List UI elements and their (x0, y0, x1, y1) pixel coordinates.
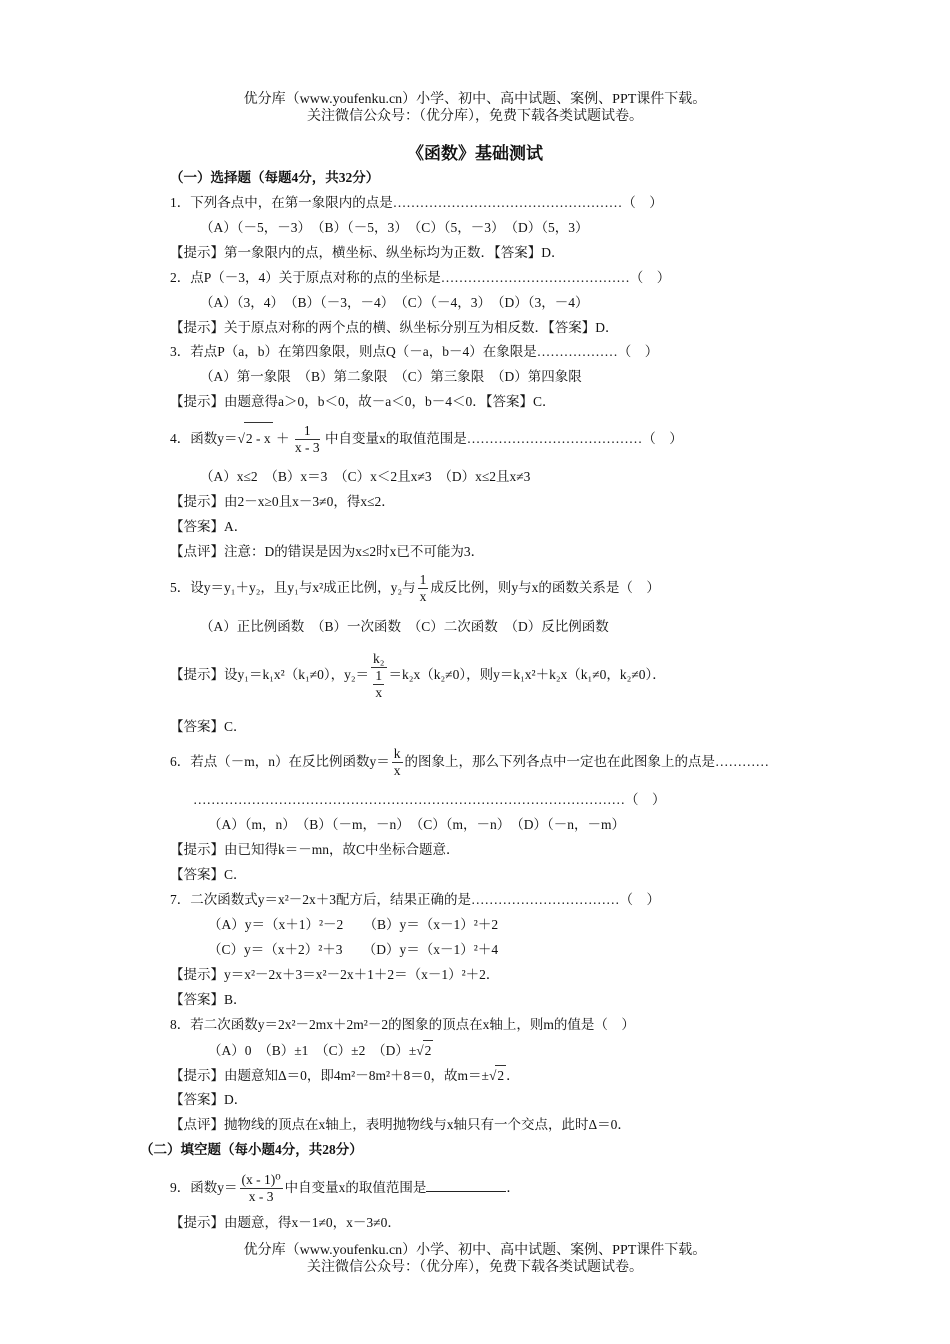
q3-stem: 3．若点P（a，b）在第四象限，则点Q（－a，b－4）在象限是………………（ ） (170, 344, 659, 359)
q8-hint-pre: 【提示】由题意知Δ＝0，即4m²－8m²＋8＝0，故m＝± (170, 1068, 489, 1083)
q5-stem-pre: 5．设y＝y₁＋y₂，且y₁与x²成正比例，y₂与 (170, 580, 416, 595)
sqrt-icon: √ (237, 431, 245, 446)
q5-fraction (418, 572, 429, 605)
q1-hint: 【提示】第一象限内的点，横坐标、纵坐标均为正数．【答案】D． (170, 245, 565, 260)
q8-options-sqrt: 2 (423, 1040, 434, 1061)
q6-answer: 【答案】C． (170, 867, 247, 882)
q3-hint: 【提示】由题意得a＞0，b＜0，故－a＜0，b－4＜0．【答案】C． (170, 394, 556, 409)
q5-options: （A）正比例函数 （B）一次函数 （C）二次函数 （D）反比例函数 (200, 619, 609, 634)
q5-frac-den: x (419, 589, 427, 605)
q6-frac-den: x (393, 763, 401, 779)
section-fill-heading: （二）填空题（每小题4分，共28分） (140, 1142, 363, 1157)
q8-options (208, 1040, 433, 1061)
q2-stem: 2．点P（－3，4）关于原点对称的点的坐标是……………………………………（ ） (170, 270, 671, 285)
q9-stem-pre: 9．函数y＝ (170, 1180, 238, 1195)
q4-plus: ＋ (276, 431, 290, 446)
q4-stem-pre: 4．函数y＝ (170, 431, 238, 446)
q4-stem-post: 中自变量x的取值范围是…………………………………（ ） (325, 431, 683, 446)
q4-fraction (295, 423, 320, 456)
q2-hint: 【提示】关于原点对称的两个点的横、纵坐标分别互为相反数．【答案】D． (170, 320, 619, 335)
q4-comment: 【点评】注意：D的错误是因为x≤2时x已不可能为3． (170, 544, 485, 559)
q4-frac-den: x - 3 (294, 440, 320, 456)
q6-frac-num: k (393, 746, 401, 762)
q4-hint: 【提示】由2－x≥0且x－3≠0，得x≤2． (170, 494, 395, 509)
q7-answer: 【答案】B． (170, 992, 247, 1007)
q5-answer: 【答案】C． (170, 719, 247, 734)
q4-stem (170, 422, 683, 456)
q7-stem: 7．二次函数式y＝x²－2x＋3配方后，结果正确的是……………………………（ ） (170, 892, 661, 907)
q6-fraction (392, 746, 403, 779)
q8-hint-post: ． (506, 1068, 520, 1083)
q6-hint: 【提示】由已知得k＝－mn，故C中坐标合题意． (170, 842, 460, 857)
q6-stem-post: 的图象上，那么下列各点中一定也在此图象上的点是………… (404, 754, 770, 769)
q7-options-2: （C）y＝（x＋2）²＋3 （D）y＝（x－1）²＋4 (208, 942, 499, 957)
q5-hint-pre: 【提示】设y₁＝k₁x²（k₁≠0），y₂＝ (170, 667, 370, 682)
q5-hint-fraction (371, 651, 386, 701)
q6-stem-pre: 6．若点（－m，n）在反比例函数y＝ (170, 754, 390, 769)
q3-options: （A）第一象限 （B）第二象限 （C）第三象限 （D）第四象限 (200, 369, 582, 384)
q9-fraction (240, 1172, 283, 1205)
q8-hint-sqrt: 2 (495, 1065, 506, 1086)
page-title: 《函数》基础测试 (407, 144, 543, 163)
q5-hint-den (371, 668, 386, 701)
q6-stem-cont: ……………………………………………………………………………………（ ） (193, 792, 666, 807)
q5-hint-inner-fraction (373, 668, 384, 701)
q4-frac-num: 1 (295, 423, 320, 440)
q5-hint-den-num: 1 (375, 667, 383, 683)
q9-stem (170, 1170, 520, 1206)
q8-options-text: （A）0 （B）±1 （C）±2 （D）± (208, 1043, 417, 1058)
q4-options: （A）x≤2 （B）x＝3 （C）x＜2且x≠3 （D）x≤2且x≠3 (200, 469, 531, 484)
section-choice-heading: （一）选择题（每题4分，共32分） (170, 170, 380, 185)
q1-stem: 1．下列各点中，在第一象限内的点是……………………………………………（ ） (170, 195, 663, 210)
q9-stem-end: ． (506, 1180, 520, 1195)
sqrt-icon: √ (416, 1043, 424, 1058)
q9-frac-den: x - 3 (248, 1189, 274, 1205)
q5-stem-post: 成反比例，则y与x的函数关系是（ ） (430, 580, 660, 595)
q5-hint-den-den: x (375, 684, 383, 700)
q5-hint-num: k₂ (373, 650, 385, 666)
q6-options: （A）（m，n） （B）（－m，－n） （C）（m，－n） （D）（－n，－m） (208, 817, 626, 832)
q6-stem (170, 746, 769, 779)
q9-answer-blank[interactable] (426, 1179, 506, 1192)
q5-frac-num: 1 (419, 572, 427, 588)
sqrt-icon: √ (488, 1068, 497, 1083)
q8-stem: 8．若二次函数y＝2x²－2mx＋2m²－2的图象的顶点在x轴上，则m的值是（ ） (170, 1017, 635, 1032)
header-line-1: 优分库（www.youfenku.cn）小学、初中、高中试题、案例、PPT课件下载。 (243, 92, 707, 107)
q7-hint: 【提示】y＝x²－2x＋3＝x²－2x＋1＋2＝（x－1）²＋2． (170, 967, 500, 982)
q9-frac-num: (x - 1)⁰ (241, 1172, 281, 1188)
footer-line-1: 优分库（www.youfenku.cn）小学、初中、高中试题、案例、PPT课件下载。 (243, 1243, 707, 1258)
q2-options: （A）（3，4） （B）（－3，－4） （C）（－4，3） （D）（3，－4） (200, 295, 589, 310)
q5-stem (170, 572, 660, 605)
q9-stem-post: 中自变量x的取值范围是 (284, 1180, 427, 1195)
q9-hint: 【提示】由题意，得x－1≠0，x－3≠0． (170, 1215, 401, 1230)
q1-options: （A）（－5，－3） （B）（－5，3） （C）（5，－3） （D）（5，3） (200, 220, 589, 235)
q8-answer: 【答案】D． (170, 1092, 248, 1107)
q4-sqrt-body: 2 - x (244, 422, 273, 455)
q5-hint (170, 645, 666, 705)
q7-options-1: （A）y＝（x＋1）²－2 （B）y＝（x－1）²＋2 (208, 917, 499, 932)
q8-hint (170, 1065, 520, 1086)
q4-answer: 【答案】A． (170, 519, 248, 534)
q8-comment: 【点评】抛物线的顶点在x轴上，表明抛物线与x轴只有一个交点，此时Δ＝0． (170, 1117, 631, 1132)
footer-line-2: 关注微信公众号：（优分库），免费下载各类试题试卷。 (307, 1260, 643, 1275)
header-line-2: 关注微信公众号：（优分库），免费下载各类试题试卷。 (307, 109, 643, 124)
q5-hint-post: ＝k₂x（k₂≠0），则y＝k₁x²＋k₂x（k₁≠0，k₂≠0）． (388, 667, 666, 682)
